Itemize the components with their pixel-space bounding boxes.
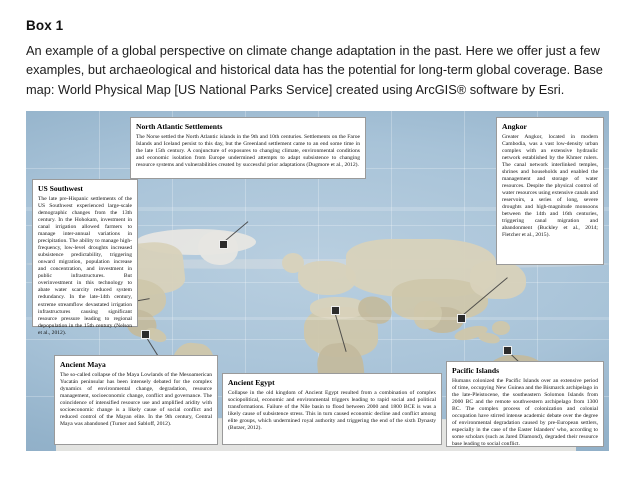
annotation-north-atlantic-settlements [130, 117, 366, 179]
marker-ancient-maya[interactable] [141, 330, 150, 339]
annotation-title: Ancient Egypt [228, 378, 275, 388]
annotation-angkor [496, 117, 604, 265]
annotation-us-southwest [32, 179, 138, 336]
world-map-figure [26, 111, 609, 451]
annotation-body: The so-called collapse of the Maya Lowlands of the Mesoamerican Yucatán peninsular has been intensely debated for the complex dynamics of environmental change, degradation, resource management, socioeconomic change, conflict and governance. The coincidence of intensified resource use and amplified aridity with socioeconomic change is a likely cause of social conflict and reduced control of the Mayan elite. In the 9th century, Central Maya was abandoned (Turner and Sabloff, 2012). [60, 371, 212, 428]
annotation-title: Angkor [502, 122, 527, 132]
marker-ancient-egypt[interactable] [331, 306, 340, 315]
annotation-ancient-egypt [222, 373, 442, 445]
annotation-title: North Atlantic Settlements [136, 122, 223, 132]
annotation-title: US Southwest [38, 184, 83, 194]
annotation-body: Collapse in the old kingdom of Ancient Egypt resulted from a combination of complex sociopolitical, economic and environmental triggers leading to rapid social and political transformations. Failure of the Nile basin to flood between 2000 and 1800 BCE is was a likely cause of subsistence stress. This in turn caused economic decline and conflict among elite groups, which undermined royal authority and triggering the end of the sixth Dynasty (Butzer, 2012). [228, 389, 436, 432]
marker-pacific-islands[interactable] [503, 346, 512, 355]
marker-angkor[interactable] [457, 314, 466, 323]
box-label: Box 1 [26, 18, 64, 33]
annotation-title: Pacific Islands [452, 366, 500, 376]
annotation-body: Greater Angkor, located in modern Cambodia, was a vast low-density urban complex with an extensive hydraulic network established by the Khmer rulers. The canal network interlinked temples, shrines and households and enabled the management and storage of water resources. Despite the physical control of water resources using extensive canals and reservoirs, a series of long, severe droughts and high-magnitude monsoons between the 14th and 16th centuries, triggering canal migration and abandonment (Buckley et al., 2014; Fletcher et al., 2015). [502, 133, 598, 239]
annotation-pacific-islands [446, 361, 604, 447]
marker-north-atlantic[interactable] [219, 240, 228, 249]
annotation-ancient-maya [54, 355, 218, 445]
annotation-title: Ancient Maya [60, 360, 106, 370]
annotation-body: The Norse settled the North Atlantic islands in the 9th and 10th centuries. Settlements on the Faroe Islands and Iceland persist to this day, but the Greenland settlement came to an end some time in the late 15th century. A conjuncture of exposures to changing climate, environmental conditions and economic isolation from Europe undermined attempts to adapt subsistence to changing resource systems and vulnerabilities created by successful prior adaptations (Dugmore et al., 2012). [136, 133, 360, 168]
box-caption: An example of a global perspective on climate change adaptation in the past. Here we offer just a few examples, but archaeological and historical data has the potential for long-term global coverage. Base map: World Physical Map [US National Parks Service] created using ArcGIS® software by Esri. [26, 43, 603, 97]
annotation-body: Humans colonized the Pacific Islands over an extensive period of time, occupying New Guinea and the Bismarck archipelago in the late-Pleistocene, the southeastern Solomon Islands from 2000 BC and the remote southwestern archipelago from 1300 BC. The complex process of colonization and colonial occupation have stirred intense academic debate over the degree of environmental degradation caused by pre-European settlers, especially in the case of the Easter Islanders' who, according to some scholars (such as Jared Diamond), degraded their resource base leading to social conflict. [452, 377, 598, 448]
annotation-body: The late pre-Hispanic settlements of the US Southwest experienced large-scale demographic changes from the 13th century. In the Hohokam, investment in canal irrigation allowed farmers to manage inter-annual variations in precipitation. The ability to manage high-frequency, low-level droughts increased subsistence predictability, triggering onward migration, population increase and concentration, and investment in public infrastructures. But overinvestment in this technology to abate water scarcity reduced system redundancy. In the late-14th century, extreme streamflow devastated irrigation infrastructures causing significant resource pressure leading to regional depopulation in the 15th century (Nelson et al., 2012). [38, 195, 132, 336]
